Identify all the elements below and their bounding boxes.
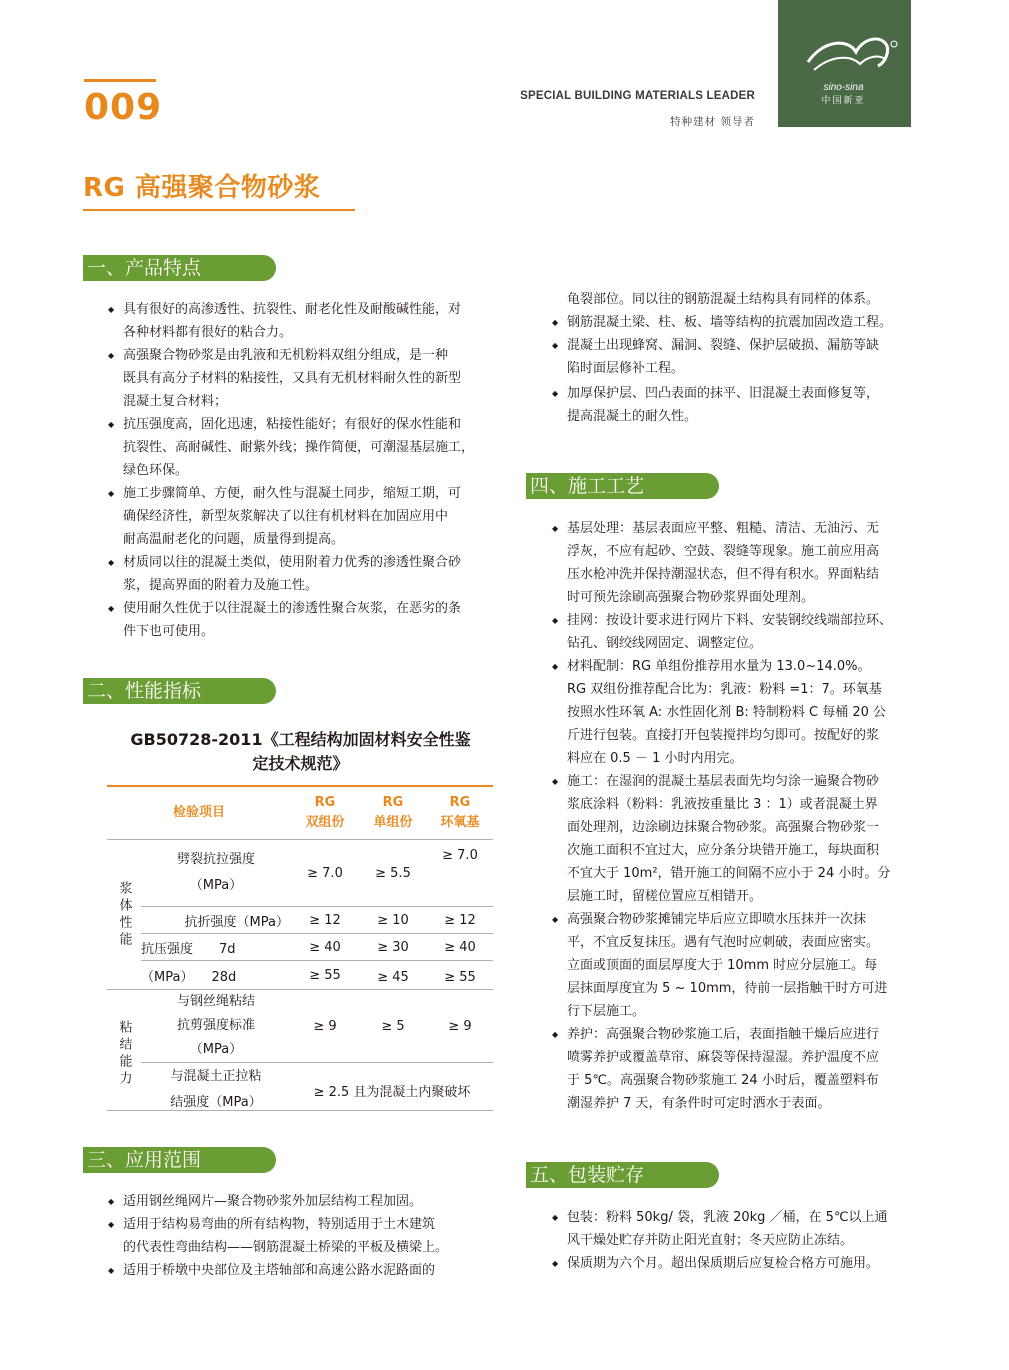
group-label xyxy=(107,990,141,1118)
table-row xyxy=(107,907,493,934)
table-row xyxy=(107,840,493,907)
list-item: ◆ 挂网：按设计要求进行网片下料、安装钢绞线端部拉环、 钻孔、钢绞线网固定、调整定位。 xyxy=(552,609,922,655)
construction-list xyxy=(552,517,922,1115)
list-item: ◆ 保质期为六个月。超出保质期后应复检合格方可施用。 xyxy=(552,1252,922,1275)
title-underline xyxy=(83,209,355,211)
table-row xyxy=(107,1063,493,1118)
list-item: ◆ 适用于结构易弯曲的所有结构物，特别适用于土木建筑 的代表性弯曲结构——钢筋混凝土桥梁的平板及横梁上。 xyxy=(108,1213,498,1259)
spec-table xyxy=(107,785,493,1117)
table-cell: ≥ 45 xyxy=(377,969,409,985)
list-item: ◆ 养护：高强聚合物砂浆施工后，表面指触干燥后应进行 喷雾养护或覆盖草帘、麻袋等保持湿湿。养护温度不应 于 5℃。高强聚合物砂浆施工 24 小时后，覆盖塑料布 潮湿养护 7 天，有条件时可定时洒水于表面。 xyxy=(552,1023,922,1115)
table-cell: ≥ 7.0 xyxy=(427,840,493,907)
brand-logo xyxy=(778,0,911,127)
table-cell: ≥ 7.0 xyxy=(291,840,359,907)
table-header-col: RG 环氧基 xyxy=(427,786,493,840)
list-item: ◆ 材质同以往的混凝土类似，使用附着力优秀的渗透性聚合砂 浆，提高界面的附着力及施工性。 xyxy=(108,551,498,597)
table-cell: ≥ 9 xyxy=(291,990,359,1063)
section-heading-features: 一、产品特点 xyxy=(83,255,276,281)
page-title: RG 高强聚合物砂浆 xyxy=(83,173,321,203)
logo-mark-icon xyxy=(778,0,911,127)
logo-text xyxy=(786,82,901,106)
table-header-col: RG 单组份 xyxy=(359,786,427,840)
list-item: ◆ 施工步骤简单、方便，耐久性与混凝土同步，缩短工期，可 确保经济性，新型灰浆解决了以往有机材料在加固应用中 耐高温耐老化的问题，质量得到提高。 xyxy=(108,482,498,551)
logo-text-en: sino-sina xyxy=(823,82,864,93)
table-row xyxy=(107,934,493,961)
table-cell: ≥ 55 xyxy=(444,969,476,985)
section-heading-construction: 四、施工工艺 xyxy=(526,473,719,499)
list-item: ◆ 钢筋混凝土梁、柱、板、墙等结构的抗震加固改造工程。 xyxy=(552,311,922,334)
application-list xyxy=(108,1190,498,1282)
table-bottom-rule xyxy=(107,1110,493,1111)
row-label: 劈裂抗拉强度 （MPa） xyxy=(141,840,291,907)
list-item: ◆ 具有很好的高渗透性、抗裂性、耐老化性及耐酸碱性能，对 各种材料都有很好的粘合力。 xyxy=(108,298,498,344)
row-label: （MPa） 28d xyxy=(141,969,237,985)
list-item: ◆ 加厚保护层、凹凸表面的抹平、旧混凝土表面修复等， 提高混凝土的耐久性。 xyxy=(552,382,922,428)
list-item: ◆ 高强聚合物砂浆摊铺完毕后应立即喷水压抹并一次抹 平，不宜反复抹压。遇有气泡时应刺破，表面应密实。 立面或顶面的面层厚度大于 10mm 时应分层施工。每 层抹面厚度宜为 5 ~ 10mm，待前一层指触干时方可进 行下层施工。 xyxy=(552,908,922,1023)
list-item: ◆ 施工：在湿润的混凝土基层表面先均匀涂一遍聚合物砂 浆底涂料（粉料：乳液按重量比 3 ：1）或者混凝土界 面处理剂，边涂刷边抹聚合物砂浆。高强聚合物砂浆一 次施工面积不宜过大，应分条分块错开施工，每块面积 不宜大于 10m²，错开施工的间隔不应小于 24 小时。分 层施工时，留槎位置应互相错开。 xyxy=(552,770,922,908)
list-item: ◆ 抗压强度高，固化迅速，粘接性能好；有很好的保水性能和 抗裂性、高耐碱性、耐紫外线；操作简便，可潮湿基层施工， 绿色环保。 xyxy=(108,413,498,482)
list-item: ◆ 适用钢丝绳网片—聚合物砂浆外加层结构工程加固。 xyxy=(108,1190,498,1213)
table-cell: ≥ 5.5 xyxy=(359,840,427,907)
table-cell: ≥ 2.5 且为混凝土内聚破坏 xyxy=(291,1063,493,1118)
group-label-text: 粘结能力 xyxy=(116,1019,132,1088)
application-list-continued xyxy=(552,288,922,428)
table-cell: ≥ 30 xyxy=(359,934,427,961)
tagline-en: SPECIAL BUILDING MATERIALS LEADER xyxy=(520,90,755,102)
table-cell: ≥ 10 xyxy=(359,907,427,934)
group-label-text: 浆体性能 xyxy=(116,880,132,949)
table-cell: ≥ 55 xyxy=(309,967,341,983)
list-item: ◆ 混凝土出现蜂窝、漏洞、裂缝、保护层破损、漏筋等缺 陷时面层修补工程。 xyxy=(552,334,922,380)
page-number: 009 xyxy=(84,87,163,128)
list-item: ◆ 基层处理：基层表面应平整、粗糙、清洁、无油污、无 浮灰，不应有起砂、空鼓、裂缝等现象。施工前应用高 压水枪冲洗并保持潮湿状态，但不得有积水。界面粘结 时可预先涂刷高强聚合物砂浆界面处理剂。 xyxy=(552,517,922,609)
table-cell: ≥ 40 xyxy=(291,934,359,961)
table-cell: ≥ 40 xyxy=(427,934,493,961)
features-list xyxy=(108,298,498,643)
section-heading-application: 三、应用范围 xyxy=(83,1147,276,1173)
row-label: 抗折强度（MPa） xyxy=(141,907,291,934)
section-heading-packaging: 五、包装贮存 xyxy=(526,1162,719,1188)
page-number-rule xyxy=(84,79,156,82)
section-heading-performance: 二、性能指标 xyxy=(83,678,276,704)
table-cell: ≥ 5 xyxy=(359,990,427,1063)
row-label: 与钢丝绳粘结 抗剪强度标准 （MPa） xyxy=(141,990,291,1063)
tagline-cn: 特种建材 领导者 xyxy=(670,116,755,128)
row-label: 抗压强度 7d xyxy=(141,934,291,961)
table-header-col: RG 双组份 xyxy=(291,786,359,840)
list-item: 龟裂部位。同以往的钢筋混凝土结构具有同样的体系。 xyxy=(567,292,880,307)
logo-text-cn: 中国新亚 xyxy=(821,95,866,105)
group-label xyxy=(107,840,141,990)
table-row xyxy=(107,961,493,990)
table-cell: ≥ 9 xyxy=(427,990,493,1063)
list-item: ◆ 使用耐久性优于以往混凝土的渗透性聚合灰浆，在恶劣的条 件下也可使用。 xyxy=(108,597,498,643)
list-item: ◆ 包装：粉料 50kg/ 袋，乳液 20kg ／桶，在 5℃以上通 风干燥处贮存并防止阳光直射；冬天应防止冻结。 xyxy=(552,1206,922,1252)
table-header-row xyxy=(107,786,493,840)
packaging-list xyxy=(552,1206,922,1275)
row-label: 与混凝土正拉粘 结强度（MPa） xyxy=(141,1063,291,1118)
list-item: ◆ 适用于桥墩中央部位及主塔轴部和高速公路水泥路面的 xyxy=(108,1259,498,1282)
list-item: ◆ 材料配制：RG 单组份推荐用水量为 13.0~14.0%。 RG 双组份推荐配合比为：乳液：粉料 =1：7。环氧基 按照水性环氧 A: 水性固化剂 B: 特制粉料 C 每桶 20 公 斤进行包装。直接打开包装搅拌均匀即可。按配好的浆 料应在 0.5 － 1 小时内用完。 xyxy=(552,655,922,770)
standard-title: GB50728-2011《工程结构加固材料安全性鉴 定技术规范》 xyxy=(130,730,471,773)
table-cell: ≥ 12 xyxy=(291,907,359,934)
table-header-item: 检验项目 xyxy=(107,786,291,840)
table-cell: ≥ 12 xyxy=(427,907,493,934)
list-item: ◆ 高强聚合物砂浆是由乳液和无机粉料双组分组成，是一种 既具有高分子材料的粘接性，又具有无机材料耐久性的新型 混凝土复合材料； xyxy=(108,344,498,413)
table-row xyxy=(107,990,493,1063)
